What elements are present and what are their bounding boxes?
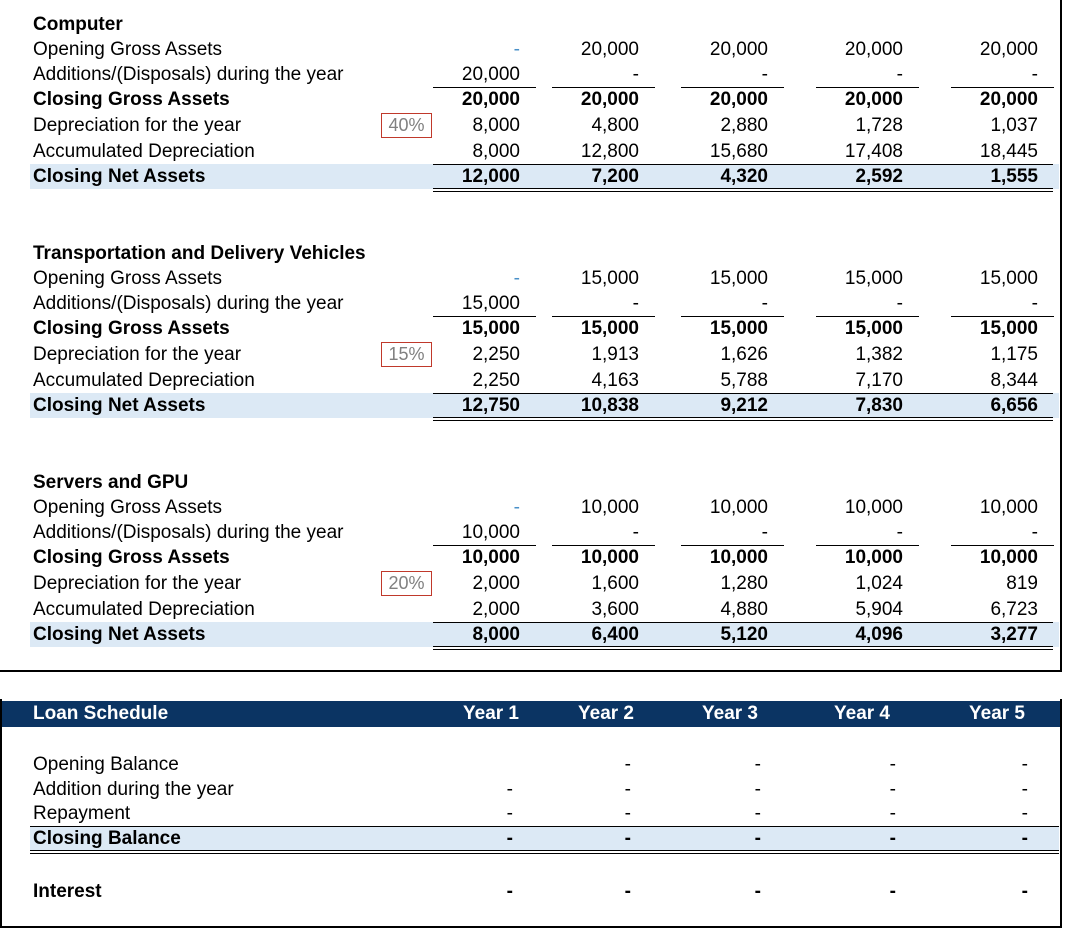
- table-cell[interactable]: 10,000: [461, 547, 520, 568]
- table-cell[interactable]: -: [754, 881, 761, 902]
- table-cell[interactable]: 5,788: [720, 370, 768, 391]
- table-row: Opening Gross Assets - 20,000 20,000 20,000 20,000: [33, 39, 1038, 60]
- table-cell[interactable]: 20,000: [844, 39, 903, 60]
- table-cell[interactable]: -: [889, 754, 896, 775]
- table-row: Additions/(Disposals) during the year 15,000 - - - -: [33, 293, 1038, 314]
- table-cell[interactable]: 15,680: [709, 141, 768, 162]
- table-cell[interactable]: -: [624, 754, 631, 775]
- double-underline: [433, 417, 1053, 421]
- table-cell[interactable]: 1,555: [990, 166, 1038, 187]
- table-cell[interactable]: 2,592: [855, 166, 903, 187]
- table-row: Addition during the year - - - - -: [33, 779, 1028, 800]
- table-cell[interactable]: 6,400: [591, 624, 639, 645]
- table-cell[interactable]: 4,880: [720, 599, 768, 620]
- table-cell[interactable]: 1,280: [720, 573, 768, 594]
- table-cell[interactable]: 10,838: [580, 395, 639, 416]
- table-cell[interactable]: -: [1031, 293, 1038, 314]
- table-cell[interactable]: 12,750: [461, 395, 520, 416]
- table-cell[interactable]: 6,723: [990, 599, 1038, 620]
- table-cell[interactable]: 12,000: [461, 166, 520, 187]
- table-cell[interactable]: 1,175: [990, 344, 1038, 365]
- table-cell[interactable]: -: [754, 779, 761, 800]
- table-cell[interactable]: 5,904: [855, 599, 903, 620]
- table-cell[interactable]: 7,830: [855, 395, 903, 416]
- table-cell[interactable]: 8,344: [990, 370, 1038, 391]
- table-cell[interactable]: -: [624, 779, 631, 800]
- table-cell[interactable]: -: [754, 754, 761, 775]
- table-cell[interactable]: -: [506, 779, 513, 800]
- table-cell[interactable]: 4,800: [591, 115, 639, 136]
- table-cell[interactable]: -: [896, 64, 903, 85]
- table-cell[interactable]: 10,000: [580, 497, 639, 518]
- table-cell[interactable]: -: [896, 293, 903, 314]
- section-title: Computer: [33, 14, 123, 35]
- table-cell[interactable]: 15,000: [709, 268, 768, 289]
- table-cell[interactable]: 1,626: [720, 344, 768, 365]
- table-cell[interactable]: 1,600: [591, 573, 639, 594]
- table-row: Closing Gross Assets 10,000 10,000 10,000 10,000 10,000: [33, 547, 1038, 568]
- year-header: Year 1: [463, 703, 519, 724]
- table-row: Repayment - - - - -: [33, 803, 1028, 824]
- table-cell[interactable]: 1,382: [855, 344, 903, 365]
- table-row: Closing Balance - - - - -: [33, 828, 1028, 849]
- table-cell[interactable]: -: [889, 828, 896, 849]
- table-row: Accumulated Depreciation 8,000 12,800 15,680 17,408 18,445: [33, 141, 1038, 162]
- table-cell[interactable]: 819: [1006, 573, 1038, 594]
- table-cell[interactable]: 2,250: [472, 344, 520, 365]
- table-cell[interactable]: 15,000: [461, 293, 520, 314]
- table-row: Closing Net Assets 12,750 10,838 9,212 7,830 6,656: [33, 395, 1038, 416]
- table-cell[interactable]: 4,096: [855, 624, 903, 645]
- table-cell[interactable]: 7,170: [855, 370, 903, 391]
- table-cell[interactable]: 2,000: [472, 599, 520, 620]
- table-cell[interactable]: 20,000: [844, 89, 903, 110]
- year-header: Year 5: [969, 703, 1025, 724]
- table-cell[interactable]: 15,000: [709, 318, 768, 339]
- table-cell[interactable]: -: [1031, 522, 1038, 543]
- table-cell[interactable]: 20,000: [709, 39, 768, 60]
- table-cell[interactable]: 4,320: [720, 166, 768, 187]
- table-row: Opening Gross Assets - 10,000 10,000 10,000 10,000: [33, 497, 1038, 518]
- table-cell[interactable]: 20,000: [461, 89, 520, 110]
- table-row: Opening Balance - - - -: [33, 754, 1028, 775]
- section-title: Servers and GPU: [33, 472, 189, 493]
- table-row: Accumulated Depreciation 2,250 4,163 5,788 7,170 8,344: [33, 370, 1038, 391]
- table-cell[interactable]: 20,000: [979, 39, 1038, 60]
- table-row: Additions/(Disposals) during the year 10,000 - - - -: [33, 522, 1038, 543]
- table-cell[interactable]: -: [506, 881, 513, 902]
- table-row: Closing Gross Assets 20,000 20,000 20,000 20,000 20,000: [33, 89, 1038, 110]
- table-cell[interactable]: 5,120: [720, 624, 768, 645]
- table-cell[interactable]: 1,024: [855, 573, 903, 594]
- table-cell[interactable]: 4,163: [591, 370, 639, 391]
- table-row: Depreciation for the year 15% 2,250 1,913 1,626 1,382 1,175: [33, 344, 1038, 365]
- year-header: Year 3: [702, 703, 758, 724]
- table-cell[interactable]: -: [889, 881, 896, 902]
- depreciation-rate-input[interactable]: 15%: [381, 342, 432, 367]
- depreciation-rate-input[interactable]: 40%: [381, 113, 432, 138]
- section-title: Transportation and Delivery Vehicles: [33, 243, 366, 264]
- table-cell[interactable]: 1,728: [855, 115, 903, 136]
- table-cell[interactable]: -: [1031, 64, 1038, 85]
- table-cell[interactable]: -: [889, 779, 896, 800]
- table-row: Depreciation for the year 40% 8,000 4,800 2,880 1,728 1,037: [33, 115, 1038, 136]
- table-cell[interactable]: -: [632, 522, 639, 543]
- table-cell[interactable]: -: [513, 268, 520, 289]
- table-row: Closing Net Assets 8,000 6,400 5,120 4,096 3,277: [33, 624, 1038, 645]
- table-cell[interactable]: -: [754, 828, 761, 849]
- table-cell[interactable]: 8,000: [472, 141, 520, 162]
- table-row: Accumulated Depreciation 2,000 3,600 4,880 5,904 6,723: [33, 599, 1038, 620]
- table-cell[interactable]: 20,000: [580, 89, 639, 110]
- table-cell[interactable]: 10,000: [979, 547, 1038, 568]
- table-cell[interactable]: 3,600: [591, 599, 639, 620]
- table-cell[interactable]: -: [1021, 779, 1028, 800]
- table-cell[interactable]: -: [1021, 754, 1028, 775]
- year-header: Year 2: [578, 703, 634, 724]
- table-cell[interactable]: 10,000: [844, 497, 903, 518]
- table-cell[interactable]: 10,000: [461, 522, 520, 543]
- table-cell[interactable]: 15,000: [844, 318, 903, 339]
- table-cell[interactable]: -: [506, 803, 513, 824]
- table-cell[interactable]: -: [761, 522, 768, 543]
- depreciation-rate-input[interactable]: 20%: [381, 571, 432, 596]
- table-cell[interactable]: -: [889, 803, 896, 824]
- loan-schedule-title: Loan Schedule: [33, 703, 169, 724]
- table-cell[interactable]: -: [761, 293, 768, 314]
- table-cell[interactable]: -: [896, 522, 903, 543]
- table-cell[interactable]: -: [1021, 828, 1028, 849]
- table-cell[interactable]: 20,000: [709, 89, 768, 110]
- table-cell[interactable]: -: [754, 803, 761, 824]
- table-cell[interactable]: 9,212: [720, 395, 768, 416]
- table-cell[interactable]: 7,200: [591, 166, 639, 187]
- double-underline: [30, 850, 1059, 854]
- table-cell[interactable]: 12,800: [580, 141, 639, 162]
- table-cell[interactable]: 10,000: [979, 497, 1038, 518]
- table-cell[interactable]: -: [632, 293, 639, 314]
- table-cell[interactable]: 15,000: [461, 318, 520, 339]
- table-cell[interactable]: 20,000: [979, 89, 1038, 110]
- table-cell[interactable]: 1,913: [591, 344, 639, 365]
- table-cell[interactable]: -: [761, 64, 768, 85]
- table-row: Opening Gross Assets - 15,000 15,000 15,000 15,000: [33, 268, 1038, 289]
- table-cell[interactable]: 17,408: [844, 141, 903, 162]
- table-cell[interactable]: 20,000: [580, 39, 639, 60]
- table-cell[interactable]: 3,277: [990, 624, 1038, 645]
- table-row: Depreciation for the year 20% 2,000 1,600 1,280 1,024 819: [33, 573, 1038, 594]
- table-cell[interactable]: 15,000: [844, 268, 903, 289]
- table-cell[interactable]: 15,000: [580, 268, 639, 289]
- table-cell[interactable]: -: [632, 64, 639, 85]
- double-underline: [433, 646, 1053, 650]
- table-cell[interactable]: 8,000: [472, 624, 520, 645]
- table-cell[interactable]: 1,037: [990, 115, 1038, 136]
- table-cell[interactable]: 2,000: [472, 573, 520, 594]
- table-cell[interactable]: 15,000: [580, 318, 639, 339]
- table-cell[interactable]: 2,250: [472, 370, 520, 391]
- table-cell[interactable]: -: [1021, 803, 1028, 824]
- table-cell[interactable]: -: [624, 803, 631, 824]
- table-cell[interactable]: 8,000: [472, 115, 520, 136]
- table-cell[interactable]: 6,656: [990, 395, 1038, 416]
- table-cell[interactable]: 20,000: [461, 64, 520, 85]
- table-row: Closing Gross Assets 15,000 15,000 15,000 15,000 15,000: [33, 318, 1038, 339]
- table-cell[interactable]: 10,000: [844, 547, 903, 568]
- table-cell[interactable]: -: [513, 497, 520, 518]
- table-cell[interactable]: -: [624, 881, 631, 902]
- table-cell[interactable]: -: [624, 828, 631, 849]
- table-cell[interactable]: -: [1021, 881, 1028, 902]
- table-cell[interactable]: 10,000: [580, 547, 639, 568]
- double-underline: [433, 188, 1053, 192]
- table-cell[interactable]: 10,000: [709, 547, 768, 568]
- table-cell[interactable]: 15,000: [979, 268, 1038, 289]
- table-cell[interactable]: 10,000: [709, 497, 768, 518]
- table-cell[interactable]: 15,000: [979, 318, 1038, 339]
- year-header: Year 4: [834, 703, 890, 724]
- table-row: Additions/(Disposals) during the year 20,000 - - - -: [33, 64, 1038, 85]
- table-row: Closing Net Assets 12,000 7,200 4,320 2,592 1,555: [33, 166, 1038, 187]
- table-cell[interactable]: -: [513, 39, 520, 60]
- table-cell[interactable]: 2,880: [720, 115, 768, 136]
- table-cell[interactable]: -: [506, 828, 513, 849]
- table-row: Interest - - - - -: [33, 881, 1028, 902]
- table-cell[interactable]: 18,445: [979, 141, 1038, 162]
